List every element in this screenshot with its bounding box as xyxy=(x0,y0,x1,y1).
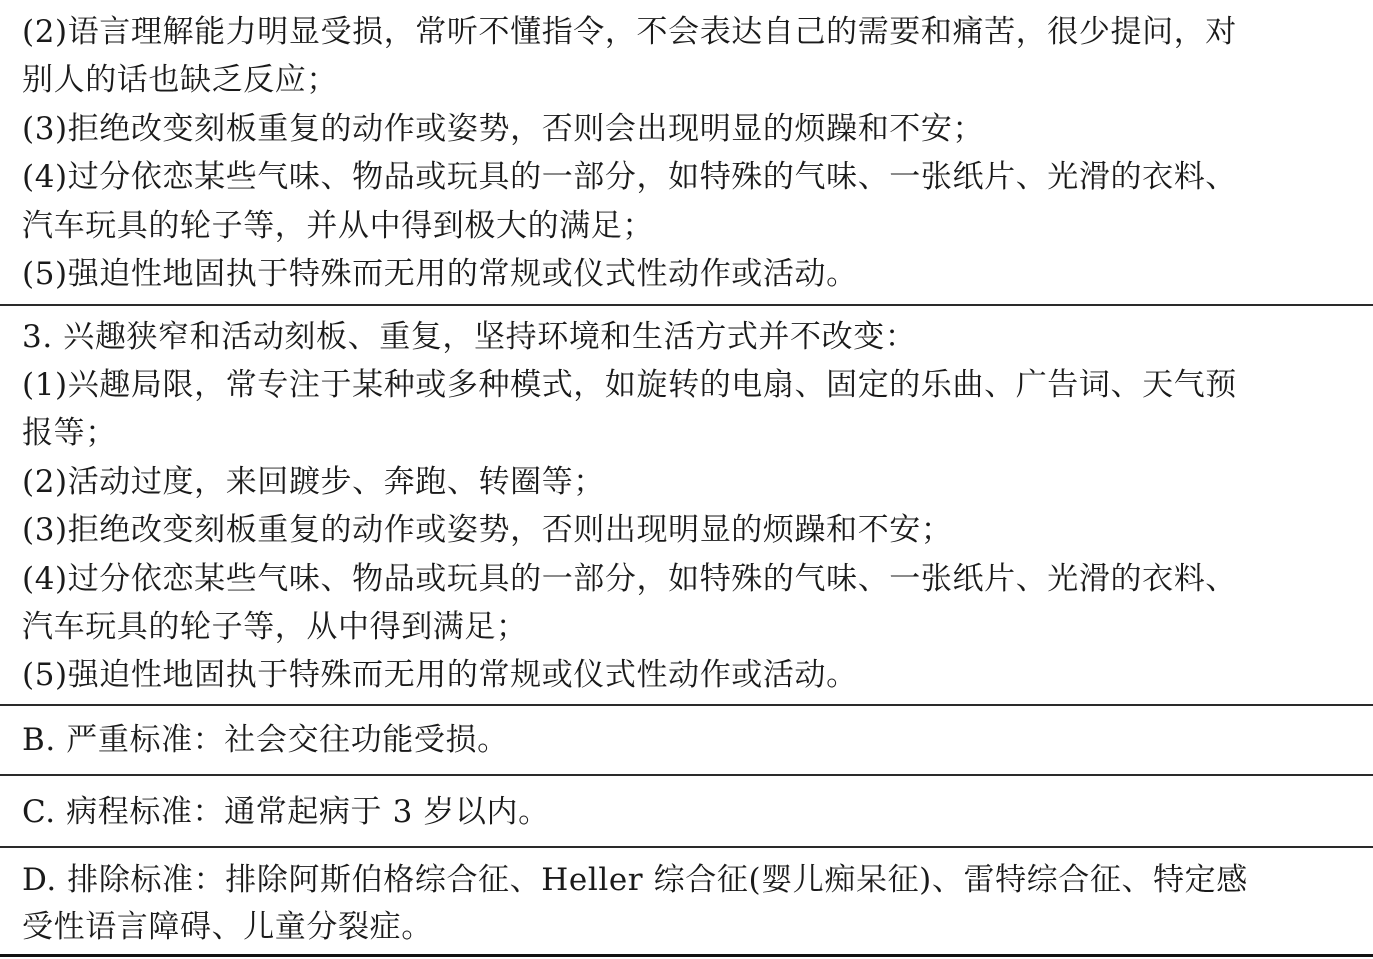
row-divider xyxy=(0,304,1373,306)
row-divider xyxy=(0,704,1373,706)
text-line: 别人的话也缺乏反应； xyxy=(22,62,338,98)
text-line: B. 严重标准：社会交往功能受损。 xyxy=(22,722,509,758)
text-line: 报等； xyxy=(22,415,117,451)
text-line: 受性语言障碍、儿童分裂症。 xyxy=(22,909,433,945)
row-divider xyxy=(0,774,1373,776)
text-line: (2)活动过度，来回踱步、奔跑、转圈等； xyxy=(22,464,605,500)
text-line: (3)拒绝改变刻板重复的动作或姿势，否则出现明显的烦躁和不安； xyxy=(22,512,953,548)
table-bottom-border xyxy=(0,954,1373,957)
text-line: D. 排除标准：排除阿斯伯格综合征、Heller 综合征(婴儿痴呆征)、雷特综合征、特定感 xyxy=(22,862,1248,898)
text-line: 3. 兴趣狭窄和活动刻板、重复，坚持环境和生活方式并不改变： xyxy=(22,319,917,355)
text-line: (5)强迫性地固执于特殊而无用的常规或仪式性动作或活动。 xyxy=(22,657,858,693)
text-line: (3)拒绝改变刻板重复的动作或姿势，否则会出现明显的烦躁和不安； xyxy=(22,111,985,147)
text-line: (1)兴趣局限，常专注于某种或多种模式，如旋转的电扇、固定的乐曲、广告词、天气预 xyxy=(22,367,1237,403)
text-line: C. 病程标准：通常起病于 3 岁以内。 xyxy=(22,794,550,830)
text-line: 汽车玩具的轮子等，从中得到满足； xyxy=(22,609,528,645)
text-line: (4)过分依恋某些气味、物品或玩具的一部分，如特殊的气味、一张纸片、光滑的衣料、 xyxy=(22,159,1237,195)
text-line: (5)强迫性地固执于特殊而无用的常规或仪式性动作或活动。 xyxy=(22,256,858,292)
text-line: (4)过分依恋某些气味、物品或玩具的一部分，如特殊的气味、一张纸片、光滑的衣料、 xyxy=(22,561,1237,597)
text-line: 汽车玩具的轮子等，并从中得到极大的满足； xyxy=(22,208,654,244)
row-divider xyxy=(0,846,1373,848)
text-line: (2)语言理解能力明显受损，常听不懂指令，不会表达自己的需要和痛苦，很少提问，对 xyxy=(22,14,1237,50)
